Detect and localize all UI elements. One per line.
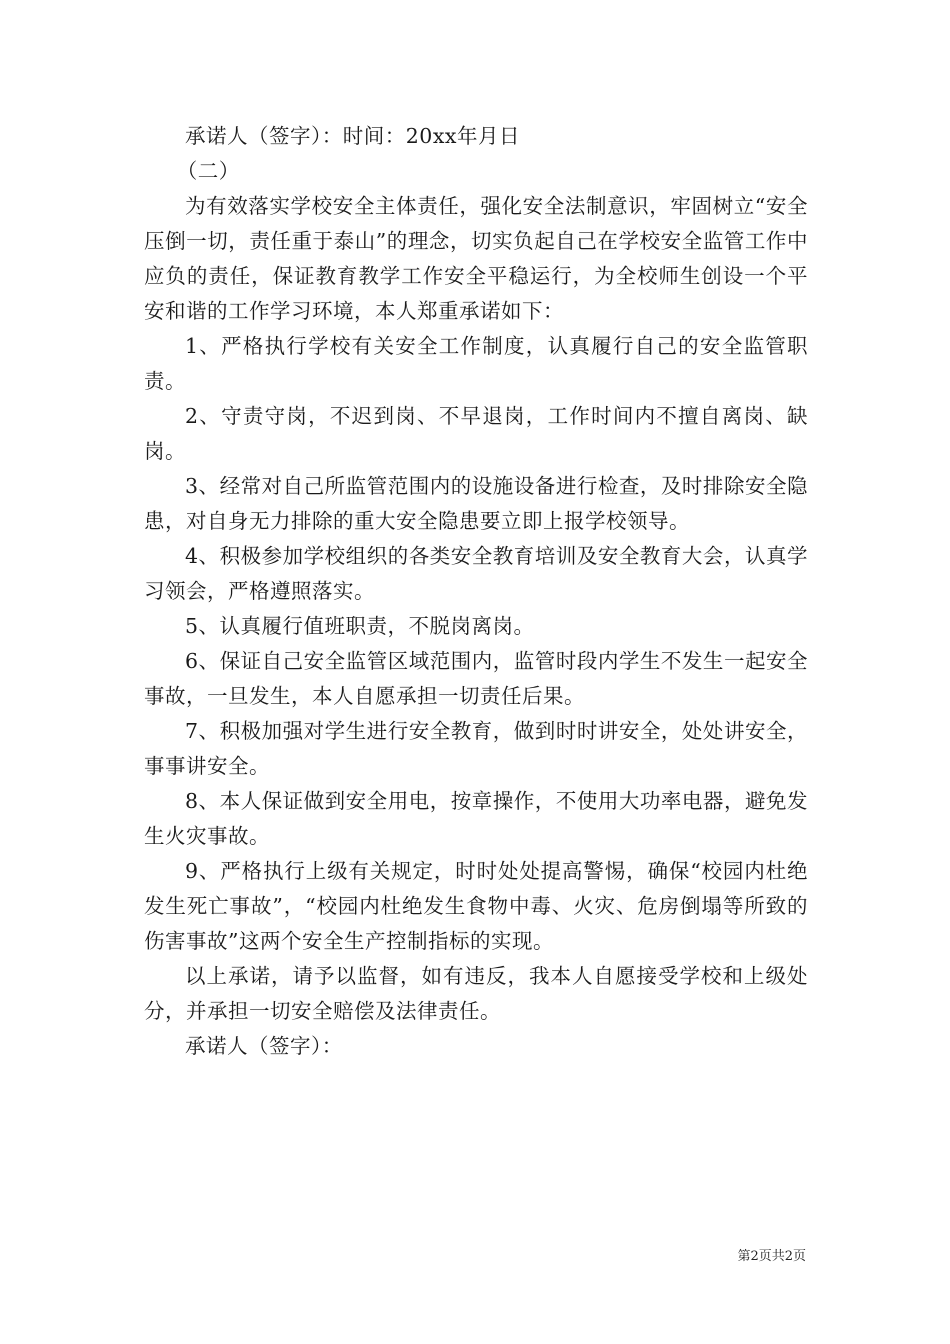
paragraph-item-5: 5、认真履行值班职责，不脱岗离岗。 [185,614,535,638]
paragraph-item-2: 2、守责守岗，不迟到岗、不早退岗，工作时间内不擅自离岗、缺岗。 [144,404,808,463]
signature-line-bottom: 承诺人（签字）： [185,1034,343,1058]
paragraph-item-9: 9、严格执行上级有关规定，时时处处提高警惕，确保“校园内杜绝发生死亡事故”，“校园内杜绝发生食物中毒、火灾、危房倒塌等所致的伤害事故”这两个安全生产控制指标的实现。 [144,859,808,953]
paragraph-item-6: 6、保证自己安全监管区域范围内，监管时段内学生不发生一起安全事故，一旦发生，本人自愿承担一切责任后果。 [144,649,808,708]
paragraph-intro: 为有效落实学校安全主体责任，强化安全法制意识，牢固树立“安全压倒一切，责任重于泰山”的理念，切实负起自己在学校安全监管工作中应负的责任，保证教育教学工作安全平稳运行，为全校师生创设一个平安和谐的工作学习环境，本人郑重承诺如下： [144,194,808,323]
paragraph-item-4: 4、积极参加学校组织的各类安全教育培训及安全教育大会，认真学习领会，严格遵照落实。 [144,544,808,603]
paragraph-item-8: 8、本人保证做到安全用电，按章操作，不使用大功率电器，避免发生火灾事故。 [144,789,808,848]
section-heading: （二） [176,159,240,183]
signature-line-top: 承诺人（签字）：时间：20xx年月日 [185,124,520,148]
paragraph-item-3: 3、经常对自己所监管范围内的设施设备进行检查，及时排除安全隐患，对自身无力排除的重大安全隐患要立即上报学校领导。 [144,474,808,533]
paragraph-item-7: 7、积极加强对学生进行安全教育，做到时时讲安全，处处讲安全，事事讲安全。 [144,719,808,778]
document-body [144,119,808,1064]
page-number-footer: 第2页共2页 [737,1249,806,1264]
paragraph-item-1: 1、严格执行学校有关安全工作制度，认真履行自己的安全监管职责。 [144,334,808,393]
paragraph-closing: 以上承诺，请予以监督，如有违反，我本人自愿接受学校和上级处分，并承担一切安全赔偿及法律责任。 [144,964,808,1023]
